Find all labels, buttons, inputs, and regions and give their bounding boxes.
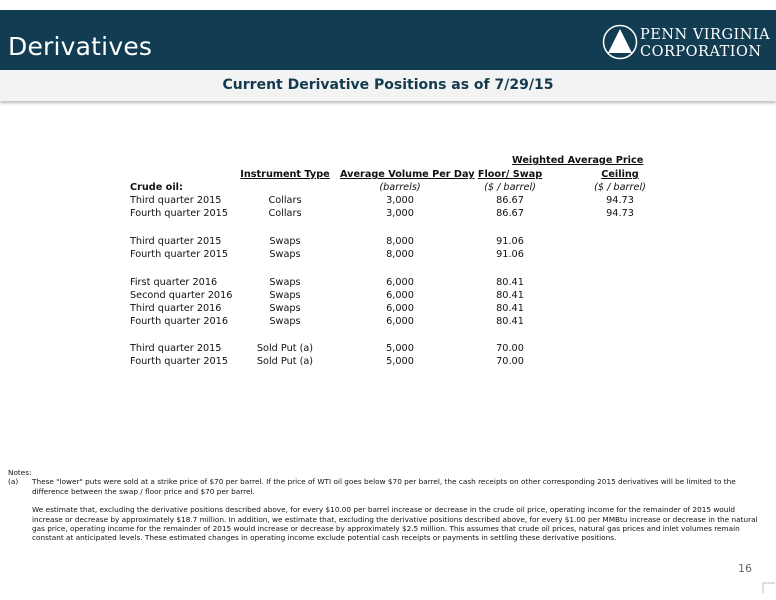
row-period: Fourth quarter 2015: [130, 249, 228, 260]
row-volume: 6,000: [386, 277, 414, 288]
logo-text-line2: CORPORATION: [640, 44, 762, 60]
row-period: First quarter 2016: [130, 277, 218, 288]
row-type: Swaps: [269, 236, 301, 247]
row-period: Fourth quarter 2015: [130, 208, 228, 219]
row-floor: 86.67: [496, 195, 524, 206]
row-type: Collars: [268, 208, 302, 219]
row-volume: 6,000: [386, 290, 414, 301]
row-period: Third quarter 2015: [130, 343, 222, 354]
row-type: Sold Put (a): [256, 343, 314, 354]
row-volume: 8,000: [386, 249, 414, 260]
row-volume: 5,000: [386, 343, 414, 354]
row-floor: 70.00: [496, 356, 524, 367]
note-a-label: (a): [8, 477, 19, 487]
row-volume: 6,000: [386, 303, 414, 314]
header-bar: [0, 10, 776, 70]
notes-heading: Notes:: [8, 468, 32, 477]
section-label: Crude oil:: [130, 182, 183, 193]
page-title: Derivatives: [8, 32, 153, 61]
row-volume: 5,000: [386, 356, 414, 367]
row-floor: 80.41: [496, 303, 524, 314]
row-type: Swaps: [269, 277, 301, 288]
row-period: Fourth quarter 2015: [130, 356, 228, 367]
logo-text-line1: PENN VIRGINIA: [640, 27, 771, 43]
row-floor: 86.67: [496, 208, 524, 219]
row-type: Swaps: [269, 316, 301, 327]
row-ceiling: 94.73: [606, 195, 634, 206]
note-a-text: These "lower" puts were sold at a strike price of $70 per barrel. If the price of WTI oil goes below $70 per barrel, the cash receipts on other corresponding 2015 derivatives will be limited to the difference between the swap / floor price and $70 per barrel.: [32, 477, 736, 496]
row-period: Third quarter 2015: [130, 195, 222, 206]
company-logo: [602, 24, 771, 68]
row-type: Collars: [268, 195, 302, 206]
row-period: Third quarter 2016: [130, 303, 222, 314]
note-a: [8, 477, 760, 496]
group-header: Weighted Average Price: [512, 155, 644, 166]
unit-volume: (barrels): [379, 182, 421, 193]
col-header-ceiling: Ceiling: [601, 169, 639, 180]
col-header-instrument: Instrument Type: [240, 169, 330, 180]
row-floor: 91.06: [496, 249, 524, 260]
subtitle: Current Derivative Positions as of 7/29/15: [222, 77, 554, 93]
row-volume: 3,000: [386, 208, 414, 219]
col-header-volume: Average Volume Per Day: [340, 169, 475, 180]
row-volume: 3,000: [386, 195, 414, 206]
page-number: 16: [738, 562, 752, 575]
notes-paragraph: We estimate that, excluding the derivative positions described above, for every $10.00 per barrel increase or decrease in the crude oil price, operating income for the remainder of 2015 would increase or decrease by approximately $18.7 million. In addition, we estimate that, excluding the derivative positions described above, for every $1.00 per MMBtu increase or decrease in the natural gas price, operating income for the remainder of 2015 would increase or decrease by approximately $2.5 million. This assumes that crude oil prices, natural gas prices and inlet volumes remain constant at anticipated levels. These estimated changes in operating income exclude potential cash receipts or payments in settling these derivative positions.: [32, 505, 758, 543]
row-ceiling: 94.73: [606, 208, 634, 219]
subtitle-bar: [0, 70, 776, 101]
row-floor: 80.41: [496, 290, 524, 301]
unit-floor: ($ / barrel): [484, 182, 536, 193]
unit-ceiling: ($ / barrel): [594, 182, 646, 193]
row-floor: 91.06: [496, 236, 524, 247]
row-type: Swaps: [269, 303, 301, 314]
row-floor: 80.41: [496, 316, 524, 327]
row-floor: 80.41: [496, 277, 524, 288]
row-type: Swaps: [269, 249, 301, 260]
col-header-floor: Floor/ Swap: [477, 169, 543, 180]
row-volume: 6,000: [386, 316, 414, 327]
row-floor: 70.00: [496, 343, 524, 354]
logo-triangle-icon: [602, 24, 638, 60]
row-period: Third quarter 2015: [130, 236, 222, 247]
row-period: Second quarter 2016: [130, 290, 233, 301]
row-period: Fourth quarter 2016: [130, 316, 228, 327]
row-volume: 8,000: [386, 236, 414, 247]
notes-section: [8, 468, 760, 543]
row-type: Swaps: [269, 290, 301, 301]
row-type: Sold Put (a): [256, 356, 314, 367]
page-corner-mark: [762, 582, 776, 594]
